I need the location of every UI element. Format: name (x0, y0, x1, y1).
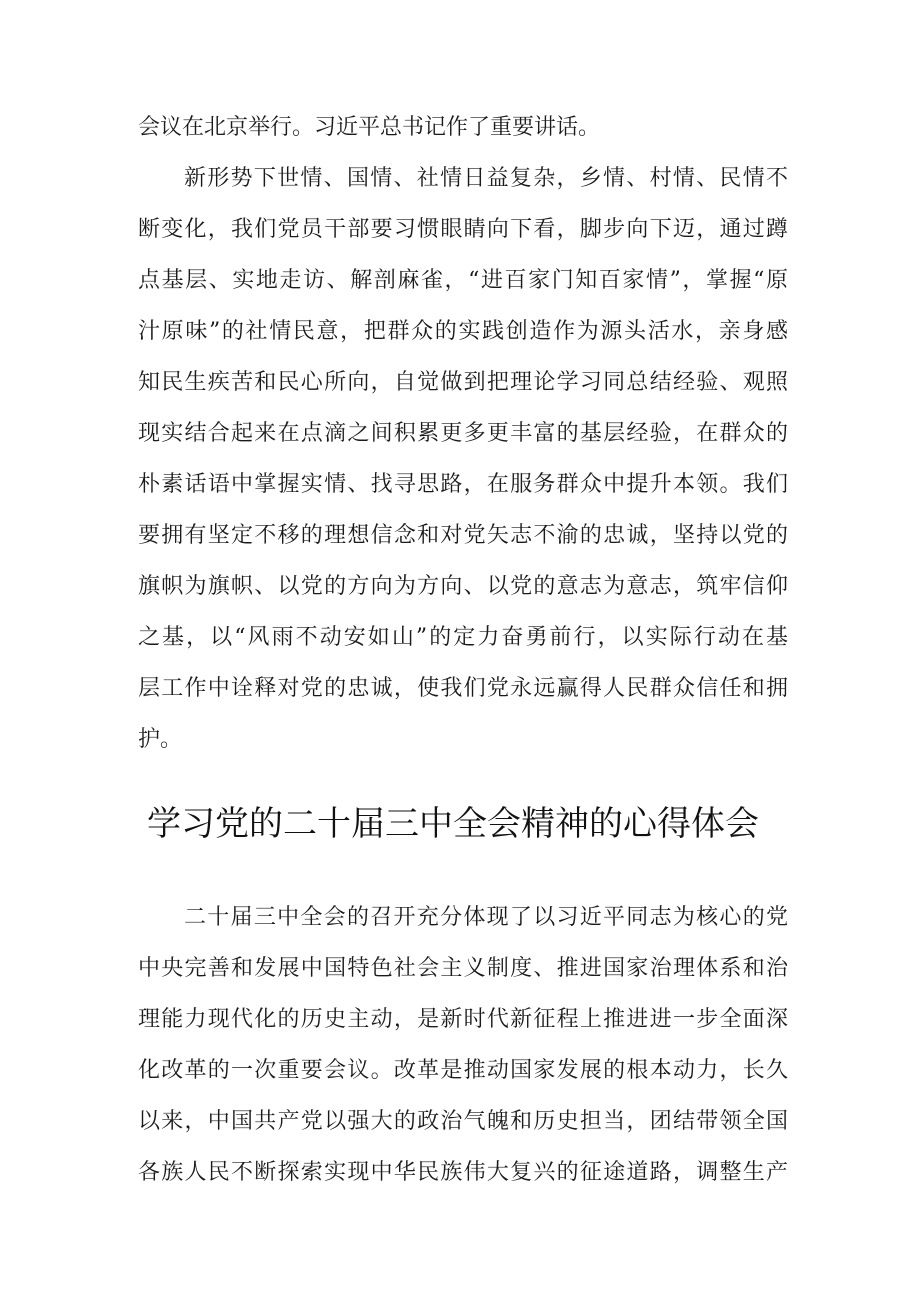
paragraph-line: 新形势下世情、国情、社情日益复杂，乡情、村情、民情不 (184, 166, 788, 191)
paragraph-line: 汁原味”的社情民意，把群众的实践创造作为源头活水，亲身感 (138, 319, 788, 344)
paragraph-line: 理能力现代化的历史主动，是新时代新征程上推进进一步全面深 (138, 1007, 788, 1032)
section-heading: 学习党的二十届三中全会精神的心得体会 (147, 804, 759, 844)
paragraph-line: 断变化，我们党员干部要习惯眼睛向下看，脚步向下迈，通过蹲 (138, 217, 788, 242)
paragraph-line: 会议在北京举行。习近平总书记作了重要讲话。 (138, 115, 601, 140)
paragraph-line: 旗帜为旗帜、以党的方向为方向、以党的意志为意志，筑牢信仰 (138, 574, 788, 599)
paragraph-line: 现实结合起来在点滴之间积累更多更丰富的基层经验，在群众的 (138, 421, 788, 446)
paragraph-line: 点基层、实地走访、解剖麻雀，“进百家门知百家情”，掌握“原 (138, 268, 788, 293)
paragraph-line: 化改革的一次重要会议。改革是推动国家发展的根本动力，长久 (138, 1058, 788, 1083)
paragraph-line: 二十届三中全会的召开充分体现了以习近平同志为核心的党 (184, 905, 788, 930)
paragraph-line: 层工作中诠释对党的忠诚，使我们党永远赢得人民群众信任和拥 (138, 676, 788, 701)
paragraph-line: 以来，中国共产党以强大的政治气魄和历史担当，团结带领全国 (138, 1109, 788, 1134)
paragraph-line: 要拥有坚定不移的理想信念和对党矢志不渝的忠诚，坚持以党的 (138, 523, 788, 548)
paragraph-line: 之基，以“风雨不动安如山”的定力奋勇前行，以实际行动在基 (138, 625, 788, 650)
paragraph-line: 知民生疾苦和民心所向，自觉做到把理论学习同总结经验、观照 (138, 370, 788, 395)
paragraph-line: 中央完善和发展中国特色社会主义制度、推进国家治理体系和治 (138, 956, 788, 981)
paragraph-line: 各族人民不断探索实现中华民族伟大复兴的征途道路，调整生产 (138, 1160, 788, 1185)
paragraph-line: 护。 (138, 727, 183, 752)
paragraph-line: 朴素话语中掌握实情、找寻思路，在服务群众中提升本领。我们 (138, 472, 788, 497)
